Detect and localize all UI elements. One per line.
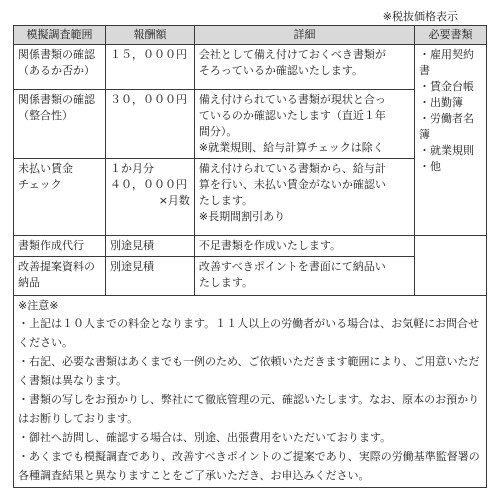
notes-cell	[14, 296, 487, 488]
cell-detail: 不足書類を作成いたします。	[194, 236, 414, 257]
header-detail: 詳細	[194, 26, 414, 45]
cell-range: 改善提案資料の 納品	[14, 257, 106, 296]
cell-detail: 会社として備え付けておくべき書類が そろっているか確認いたします。	[194, 45, 414, 90]
notes-body: ・上記は１０人までの料金となります。１１人以上の労働者がいる場合は、お気軽にお問合せ ください。 ・右記、必要な書類はあくまでも一例のため、ご依頼いただきます範囲により、ご用意いただ く書類は異なります。 ・書類の写しをお預かりし、弊社にて徹底管理の元、確認いたします。なお、原本のお預かり はお断りしております。 ・御社へ訪問し、確認する場合は、別途、出張費用をいただいております。 ・あくまでも模擬調査であり、改善すべきポイントのご提案であり、実際の労働基準監督署の 各種調査結果と異なりますことをご了承いただき、お申込みください。	[18, 317, 480, 482]
cell-fee: 別途見積	[106, 257, 195, 296]
cell-detail: 備え付けられている書類から、給与計 算を行い、未払い賃金がないか確認い たします。 ※長期間割引あり	[194, 159, 414, 236]
cell-fee: 別途見積	[106, 236, 195, 257]
cell-range: 関係書類の確認 （あるか否か）	[14, 45, 106, 90]
notes-title: ※注意※	[18, 299, 59, 312]
table-header-row	[14, 26, 487, 45]
required-docs-list: ・雇用契約書 ・賃金台帳 ・出勤簿 ・労働者名簿 ・就業規則 ・他	[415, 45, 487, 236]
fee-suffix: ×月数	[158, 194, 190, 207]
table-row	[14, 236, 487, 257]
header-fee: 報酬額	[106, 26, 195, 45]
cell-range: 未払い賃金 チェック	[14, 159, 106, 236]
cell-fee: ３０，０００円	[106, 90, 195, 159]
header-range: 模擬調査範囲	[14, 26, 106, 45]
fee-amount: １か月分 ４０，０００円	[110, 162, 188, 191]
cell-range: 書類作成代行	[14, 236, 106, 257]
cell-fee: １５，０００円	[106, 45, 195, 90]
cell-empty	[415, 236, 487, 296]
cell-range: 関係書類の確認 （整合性）	[14, 90, 106, 159]
fee-table	[13, 25, 487, 488]
notes-row	[14, 296, 487, 488]
cell-fee	[106, 159, 195, 236]
cell-detail: 備え付けられている書類が現状と合っ ているのか確認いたします（直近１年 間分）。 ※就業規則、給与計算チェックは除く	[194, 90, 414, 159]
header-docs: 必要書類	[415, 26, 487, 45]
table-row	[14, 45, 487, 90]
tax-note: ※税抜価格表示	[382, 10, 458, 23]
cell-detail: 改善すべきポイントを書面にて納品い たします。	[194, 257, 414, 296]
